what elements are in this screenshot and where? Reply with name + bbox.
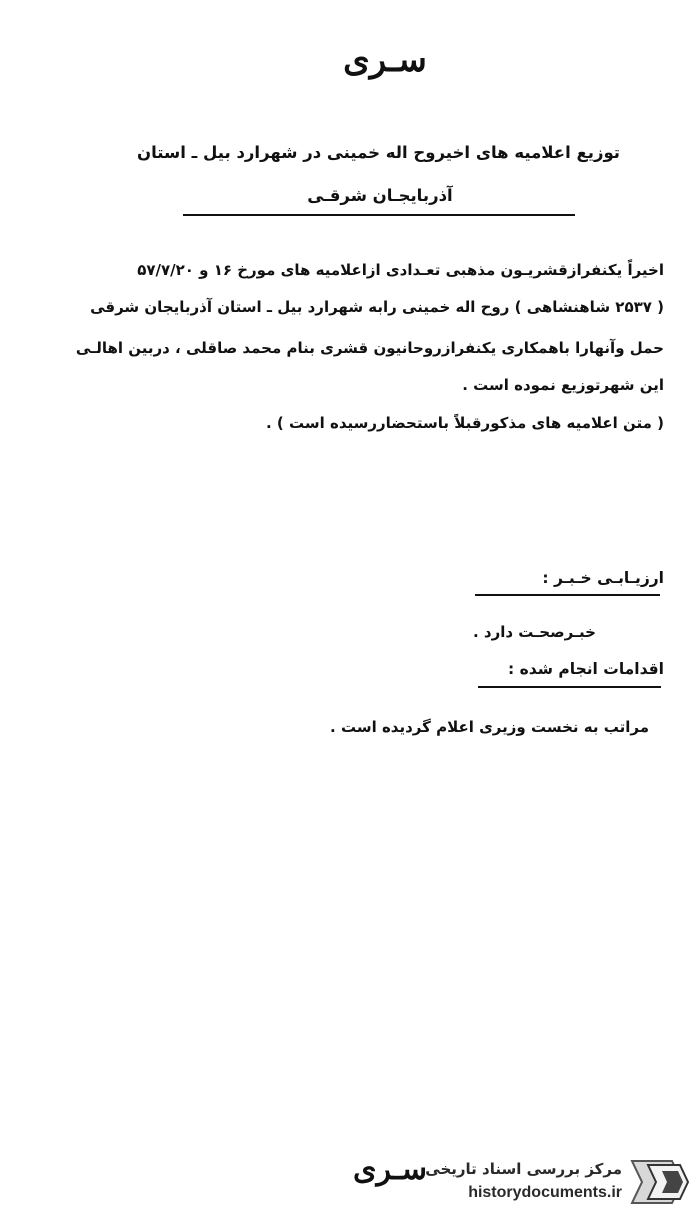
classification-mark-top: سـری [343, 40, 427, 80]
body-line-2: ( ۲۵۳۷ شاهنشاهی ) روح اله خمینی رابه شهرارد بیل ـ استان آذربایجان شرقی [90, 298, 664, 316]
document-title: توزیع اعلامیه های اخیروح اله خمینی در شهرارد بیل ـ استان [137, 143, 620, 162]
document-title-line2: آذربایجـان شرقـی [307, 186, 453, 205]
title-underline [183, 214, 575, 216]
classification-mark-bottom: سـری [353, 1152, 427, 1187]
evaluation-heading: ارزیـابـی خـبـر : [542, 569, 664, 587]
evaluation-heading-underline [475, 594, 660, 596]
body-note: ( متن اعلامیه های مذکورقبلاً باستحضاررسیده است ) . [265, 414, 664, 432]
body-line-4: این شهرتوزیع نموده است . [462, 376, 664, 394]
evaluation-text: خبـرصحـت دارد . [472, 623, 596, 641]
actions-heading: اقدامات انجام شده : [508, 660, 664, 678]
actions-heading-underline [478, 686, 661, 688]
body-line-3: حمل وآنهارا باهمکاری یکنفرازروحانیون قشری بنام محمد صاقلی ، دربین اهالـی [75, 339, 664, 357]
watermark-site: historydocuments.ir [468, 1184, 622, 1201]
historydocuments-logo-icon [624, 1155, 690, 1209]
body-line-1: اخیراً یکنفرازقشریـون مذهبی تعـدادی ازاعلامیه های مورخ ۱۶ و ۵۷/۷/۲۰ [137, 261, 664, 279]
watermark-name: مرکز بررسی اسناد تاریخی [425, 1160, 622, 1178]
actions-text: مراتب به نخست وزیری اعلام گردیده است . [330, 718, 649, 736]
